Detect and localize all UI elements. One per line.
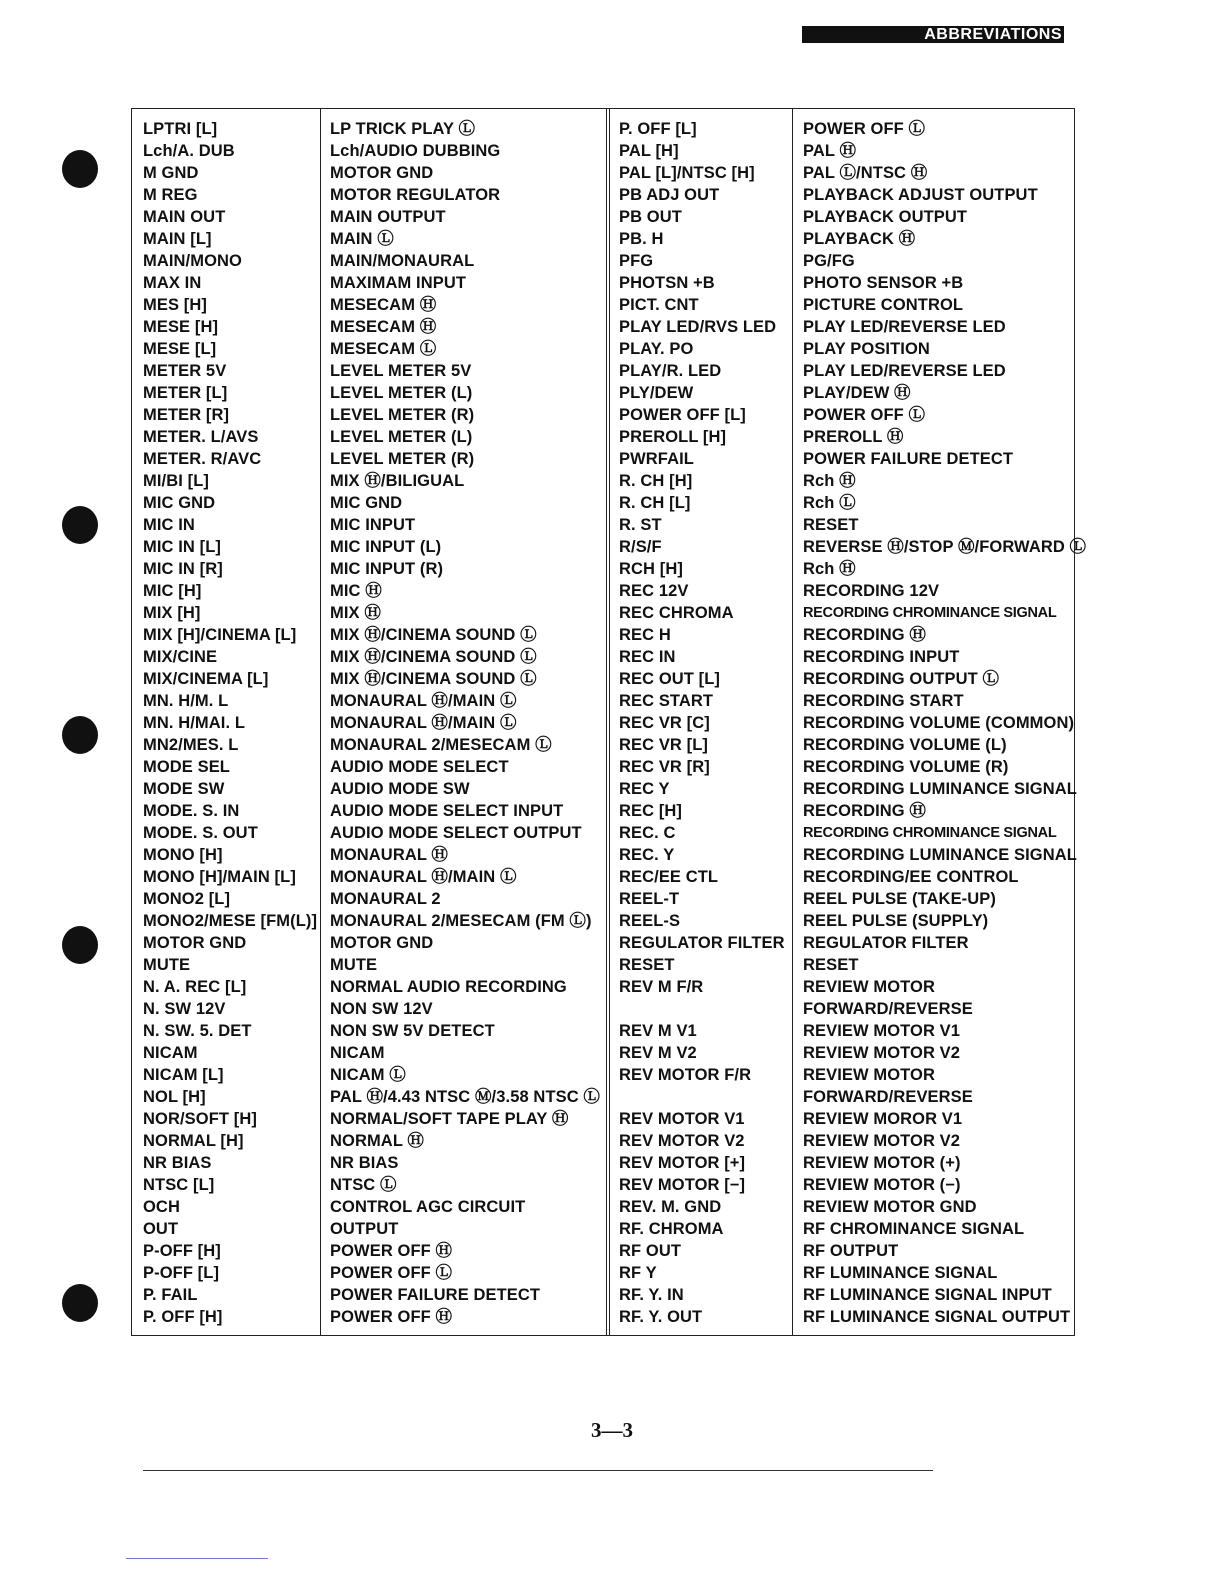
meaning-cell: REVIEW MOTOR [803, 978, 935, 996]
meaning-cell: NR BIAS [330, 1154, 399, 1172]
meaning-cell: POWER OFF Ⓗ [330, 1308, 453, 1326]
abbreviation-cell: PLAY. PO [619, 340, 694, 358]
meaning-cell: Rch Ⓛ [803, 494, 856, 512]
meaning-cell: AUDIO MODE SELECT OUTPUT [330, 824, 582, 842]
meaning-cell: MAIN OUTPUT [330, 208, 446, 226]
meaning-column-left [330, 118, 600, 1328]
meaning-cell: MESECAM Ⓗ [330, 296, 437, 314]
meaning-cell: REVIEW MOTOR GND [803, 1198, 977, 1216]
meaning-cell: RECORDING LUMINANCE SIGNAL [803, 780, 1077, 798]
abbreviation-cell: MIC IN [143, 516, 195, 534]
meaning-cell: LEVEL METER (R) [330, 450, 475, 468]
abbreviation-cell: RF OUT [619, 1242, 682, 1260]
abbreviation-cell: MIX/CINE [143, 648, 218, 666]
abbreviation-cell: PAL [H] [619, 142, 679, 160]
abbreviation-cell: MUTE [143, 956, 191, 974]
meaning-cell: RECORDING VOLUME (COMMON) [803, 714, 1075, 732]
abbreviation-cell: REC START [619, 692, 714, 710]
meaning-cell: MIC Ⓗ [330, 582, 382, 600]
abbreviation-cell: M GND [143, 164, 199, 182]
meaning-cell: RF LUMINANCE SIGNAL [803, 1264, 998, 1282]
meaning-cell: RF CHROMINANCE SIGNAL [803, 1220, 1025, 1238]
abbreviation-cell: MIC IN [L] [143, 538, 221, 556]
section-title: ABBREVIATIONS [924, 26, 1062, 43]
meaning-cell: RF LUMINANCE SIGNAL INPUT [803, 1286, 1052, 1304]
meaning-cell: RECORDING OUTPUT Ⓛ [803, 670, 1000, 688]
meaning-cell: POWER OFF Ⓛ [803, 120, 926, 138]
abbreviation-cell: MODE SW [143, 780, 225, 798]
corner-rule [126, 1558, 268, 1559]
meaning-cell: RECORDING Ⓗ [803, 626, 927, 644]
meaning-cell: MESECAM Ⓛ [330, 340, 437, 358]
meaning-cell: MONAURAL Ⓗ/MAIN Ⓛ [330, 868, 517, 886]
meaning-cell: POWER FAILURE DETECT [330, 1286, 541, 1304]
abbreviation-cell: MAIN OUT [143, 208, 226, 226]
abbreviation-cell: PREROLL [H] [619, 428, 727, 446]
meaning-cell: PLAY LED/REVERSE LED [803, 362, 1006, 380]
meaning-cell: NICAM [330, 1044, 385, 1062]
abbreviation-column-left [143, 118, 317, 1328]
abbreviation-cell: MIX [H]/CINEMA [L] [143, 626, 297, 644]
abbreviation-cell: R. ST [619, 516, 662, 534]
abbreviation-cell: REV M V2 [619, 1044, 697, 1062]
meaning-cell: REVIEW MOTOR [803, 1066, 935, 1084]
abbreviation-cell: PWRFAIL [619, 450, 694, 468]
abbreviation-cell: RF. Y. OUT [619, 1308, 703, 1326]
abbreviation-cell: REV MOTOR F/R [619, 1066, 752, 1084]
meaning-cell: PAL Ⓛ/NTSC Ⓗ [803, 164, 928, 182]
meaning-cell: NTSC Ⓛ [330, 1176, 397, 1194]
abbreviation-cell: MIC IN [R] [143, 560, 223, 578]
meaning-cell: RESET [803, 516, 859, 534]
meaning-cell: MIC INPUT (L) [330, 538, 442, 556]
abbreviation-cell: MAIN/MONO [143, 252, 242, 270]
abbreviation-cell: REC 12V [619, 582, 689, 600]
meaning-cell: MONAURAL 2/MESECAM (FM Ⓛ) [330, 912, 592, 930]
abbreviation-cell: REV MOTOR [−] [619, 1176, 746, 1194]
abbreviation-cell: MESE [H] [143, 318, 219, 336]
meaning-cell: RECORDING START [803, 692, 964, 710]
meaning-cell: POWER OFF Ⓗ [330, 1242, 453, 1260]
meaning-cell: RECORDING LUMINANCE SIGNAL [803, 846, 1077, 864]
abbreviation-cell: REV MOTOR V1 [619, 1110, 745, 1128]
meaning-cell: FORWARD/REVERSE [803, 1000, 973, 1018]
meaning-cell: MONAURAL 2/MESECAM Ⓛ [330, 736, 552, 754]
binder-hole [62, 716, 98, 754]
abbreviation-cell: REC [H] [619, 802, 683, 820]
meaning-cell: PLAYBACK Ⓗ [803, 230, 916, 248]
meaning-cell: RF OUTPUT [803, 1242, 899, 1260]
meaning-cell: MOTOR GND [330, 934, 434, 952]
abbreviation-cell: MIX/CINEMA [L] [143, 670, 269, 688]
abbreviation-cell [619, 1086, 785, 1108]
abbreviation-cell: NR BIAS [143, 1154, 212, 1172]
abbreviation-cell: NOR/SOFT [H] [143, 1110, 257, 1128]
meaning-cell: RF LUMINANCE SIGNAL OUTPUT [803, 1308, 1071, 1326]
meaning-cell: MIX Ⓗ [330, 604, 381, 622]
abbreviation-cell: RF Y [619, 1264, 657, 1282]
abbreviation-cell: OUT [143, 1220, 179, 1238]
meaning-cell: MONAURAL Ⓗ/MAIN Ⓛ [330, 714, 517, 732]
abbreviation-cell: MONO2/MESE [FM(L)] [143, 912, 318, 930]
meaning-cell: MIX Ⓗ/CINEMA SOUND Ⓛ [330, 670, 537, 688]
abbreviation-cell: RF. Y. IN [619, 1286, 684, 1304]
meaning-cell: RECORDING INPUT [803, 648, 960, 666]
meaning-cell: POWER FAILURE DETECT [803, 450, 1014, 468]
meaning-cell: PREROLL Ⓗ [803, 428, 904, 446]
meaning-cell: NON SW 5V DETECT [330, 1022, 495, 1040]
abbreviation-cell: REEL-S [619, 912, 681, 930]
meaning-cell: OUTPUT [330, 1220, 399, 1238]
abbreviation-cell: MESE [L] [143, 340, 217, 358]
meaning-cell: MIX Ⓗ/CINEMA SOUND Ⓛ [330, 626, 537, 644]
meaning-cell: REVIEW MOTOR (−) [803, 1176, 961, 1194]
abbreviation-cell: MES [H] [143, 296, 207, 314]
abbreviation-cell: REGULATOR FILTER [619, 934, 785, 952]
section-header-bar [802, 26, 1064, 43]
abbreviation-cell: PB ADJ OUT [619, 186, 720, 204]
column-divider [792, 109, 793, 1335]
abbreviation-cell: MN. H/M. L [143, 692, 229, 710]
abbreviation-cell: NICAM [143, 1044, 198, 1062]
meaning-cell: PLAY LED/REVERSE LED [803, 318, 1006, 336]
binder-hole [62, 506, 98, 544]
meaning-cell: Rch Ⓗ [803, 560, 856, 578]
meaning-cell: REVIEW MOTOR V1 [803, 1022, 961, 1040]
abbreviation-cell: REV. M. GND [619, 1198, 722, 1216]
meaning-cell: MIC INPUT [330, 516, 416, 534]
abbreviation-cell: METER 5V [143, 362, 227, 380]
meaning-cell: REVIEW MOTOR V2 [803, 1132, 961, 1150]
meaning-cell: RECORDING CHROMINANCE SIGNAL [803, 825, 1057, 841]
abbreviation-cell: MONO2 [L] [143, 890, 231, 908]
meaning-cell: MAIN Ⓛ [330, 230, 394, 248]
meaning-cell: MESECAM Ⓗ [330, 318, 437, 336]
abbreviation-cell: REC VR [L] [619, 736, 708, 754]
meaning-cell: PG/FG [803, 252, 855, 270]
abbreviation-cell: N. SW 12V [143, 1000, 226, 1018]
meaning-cell: MONAURAL Ⓗ [330, 846, 449, 864]
abbreviation-cell: RESET [619, 956, 675, 974]
meaning-cell: MIX Ⓗ/CINEMA SOUND Ⓛ [330, 648, 537, 666]
meaning-cell: MONAURAL 2 [330, 890, 441, 908]
abbreviation-column-right [619, 118, 785, 1328]
meaning-cell: NORMAL Ⓗ [330, 1132, 424, 1150]
meaning-cell: REEL PULSE (TAKE-UP) [803, 890, 996, 908]
binder-hole [62, 926, 98, 964]
meaning-cell: MAXIMAM INPUT [330, 274, 467, 292]
abbreviation-cell: MONO [H] [143, 846, 223, 864]
abbreviation-cell: MONO [H]/MAIN [L] [143, 868, 296, 886]
meaning-cell: PLAY POSITION [803, 340, 930, 358]
abbreviation-cell: PLY/DEW [619, 384, 694, 402]
meaning-cell: Rch Ⓗ [803, 472, 856, 490]
abbreviation-cell: N. A. REC [L] [143, 978, 247, 996]
abbreviation-cell: R/S/F [619, 538, 662, 556]
abbreviation-cell: OCH [143, 1198, 180, 1216]
abbreviation-cell: MAIN [L] [143, 230, 212, 248]
abbreviation-cell: RF. CHROMA [619, 1220, 724, 1238]
abbreviation-cell: REC/EE CTL [619, 868, 719, 886]
meaning-cell: PICTURE CONTROL [803, 296, 964, 314]
meaning-cell: FORWARD/REVERSE [803, 1088, 973, 1106]
meaning-cell: Lch/AUDIO DUBBING [330, 142, 501, 160]
abbreviation-cell: RCH [H] [619, 560, 683, 578]
meaning-cell: PAL Ⓗ [803, 142, 857, 160]
abbreviation-cell: REV M V1 [619, 1022, 697, 1040]
meaning-cell: POWER OFF Ⓛ [330, 1264, 453, 1282]
meaning-cell: REVIEW MOTOR (+) [803, 1154, 961, 1172]
meaning-cell: AUDIO MODE SW [330, 780, 470, 798]
abbreviation-cell: REC VR [R] [619, 758, 710, 776]
meaning-cell: PAL Ⓗ/4.43 NTSC Ⓜ/3.58 NTSC Ⓛ [330, 1088, 601, 1106]
meaning-cell: MOTOR GND [330, 164, 434, 182]
abbreviation-cell [619, 998, 785, 1020]
abbreviation-cell: REV MOTOR [+] [619, 1154, 746, 1172]
abbreviation-cell: REC IN [619, 648, 676, 666]
meaning-cell: NORMAL/SOFT TAPE PLAY Ⓗ [330, 1110, 569, 1128]
meaning-column-right [803, 118, 1086, 1328]
meaning-cell: RECORDING VOLUME (R) [803, 758, 1009, 776]
abbreviation-cell: REC Y [619, 780, 670, 798]
abbreviation-cell: METER. L/AVS [143, 428, 259, 446]
meaning-cell: LP TRICK PLAY Ⓛ [330, 120, 476, 138]
meaning-cell: POWER OFF Ⓛ [803, 406, 926, 424]
meaning-cell: RECORDING Ⓗ [803, 802, 927, 820]
abbreviation-cell: NORMAL [H] [143, 1132, 244, 1150]
meaning-cell: PHOTO SENSOR +B [803, 274, 964, 292]
column-divider-double [606, 109, 610, 1335]
abbreviation-cell: NICAM [L] [143, 1066, 224, 1084]
abbreviation-cell: REC CHROMA [619, 604, 734, 622]
abbreviation-cell: PLAY LED/RVS LED [619, 318, 777, 336]
abbreviation-cell: P-OFF [L] [143, 1264, 220, 1282]
meaning-cell: LEVEL METER (R) [330, 406, 475, 424]
abbreviation-cell: REEL-T [619, 890, 680, 908]
meaning-cell: MIC INPUT (R) [330, 560, 444, 578]
abbreviation-cell: PFG [619, 252, 654, 270]
meaning-cell: REVIEW MOTOR V2 [803, 1044, 961, 1062]
meaning-cell: RECORDING VOLUME (L) [803, 736, 1007, 754]
meaning-cell: PLAYBACK OUTPUT [803, 208, 968, 226]
abbreviation-cell: REC. Y [619, 846, 675, 864]
meaning-cell: MIC GND [330, 494, 403, 512]
abbreviation-cell: PB. H [619, 230, 664, 248]
meaning-cell: CONTROL AGC CIRCUIT [330, 1198, 526, 1216]
meaning-cell: PLAY/DEW Ⓗ [803, 384, 911, 402]
abbreviation-cell: MODE SEL [143, 758, 230, 776]
meaning-cell: REGULATOR FILTER [803, 934, 969, 952]
meaning-cell: MOTOR REGULATOR [330, 186, 501, 204]
abbreviation-cell: MIX [H] [143, 604, 201, 622]
meaning-cell: NON SW 12V [330, 1000, 433, 1018]
abbreviation-cell: M REG [143, 186, 198, 204]
abbreviation-cell: PHOTSN +B [619, 274, 715, 292]
abbreviation-cell: MN. H/MAI. L [143, 714, 246, 732]
abbreviation-cell: MIC [H] [143, 582, 202, 600]
meaning-cell: AUDIO MODE SELECT INPUT [330, 802, 564, 820]
abbreviation-cell: R. CH [H] [619, 472, 693, 490]
meaning-cell: MAIN/MONAURAL [330, 252, 475, 270]
abbreviation-cell: NOL [H] [143, 1088, 206, 1106]
meaning-cell: MUTE [330, 956, 378, 974]
abbreviation-cell: P. OFF [H] [143, 1308, 223, 1326]
meaning-cell: LEVEL METER (L) [330, 428, 473, 446]
meaning-cell: MIX Ⓗ/BILIGUAL [330, 472, 465, 490]
abbreviation-cell: MN2/MES. L [143, 736, 239, 754]
abbreviation-cell: P. FAIL [143, 1286, 198, 1304]
abbreviation-cell: METER [L] [143, 384, 228, 402]
meaning-cell: AUDIO MODE SELECT [330, 758, 509, 776]
abbreviation-cell: NTSC [L] [143, 1176, 215, 1194]
meaning-cell: REVIEW MOROR V1 [803, 1110, 963, 1128]
abbreviation-cell: REV MOTOR V2 [619, 1132, 745, 1150]
meaning-cell: RESET [803, 956, 859, 974]
abbreviation-cell: P. OFF [L] [619, 120, 697, 138]
abbreviation-cell: LPTRI [L] [143, 120, 218, 138]
abbreviation-cell: PAL [L]/NTSC [H] [619, 164, 755, 182]
abbreviation-cell: Lch/A. DUB [143, 142, 235, 160]
abbreviation-cell: REC OUT [L] [619, 670, 721, 688]
footer-rule [143, 1470, 933, 1471]
binder-hole [62, 1284, 98, 1322]
meaning-cell: LEVEL METER (L) [330, 384, 473, 402]
abbreviation-cell: PB OUT [619, 208, 682, 226]
abbreviation-cell: POWER OFF [L] [619, 406, 746, 424]
abbreviation-cell: REC. C [619, 824, 676, 842]
meaning-cell: RECORDING CHROMINANCE SIGNAL [803, 605, 1057, 621]
abbreviation-cell: PICT. CNT [619, 296, 699, 314]
abbreviation-cell: MI/BI [L] [143, 472, 209, 490]
meaning-cell: RECORDING 12V [803, 582, 940, 600]
meaning-cell: LEVEL METER 5V [330, 362, 472, 380]
meaning-cell: NICAM Ⓛ [330, 1066, 406, 1084]
abbreviation-cell: METER. R/AVC [143, 450, 262, 468]
meaning-cell: RECORDING/EE CONTROL [803, 868, 1019, 886]
column-divider [320, 109, 321, 1335]
abbreviation-cell: PLAY/R. LED [619, 362, 722, 380]
abbreviation-cell: REV M F/R [619, 978, 704, 996]
meaning-cell: PLAYBACK ADJUST OUTPUT [803, 186, 1038, 204]
abbreviation-cell: MODE. S. IN [143, 802, 240, 820]
abbreviation-cell: REC VR [C] [619, 714, 710, 732]
abbreviation-cell: MIC GND [143, 494, 216, 512]
abbreviation-cell: METER [R] [143, 406, 230, 424]
abbreviation-cell: R. CH [L] [619, 494, 691, 512]
abbreviation-cell: MOTOR GND [143, 934, 247, 952]
meaning-cell: NORMAL AUDIO RECORDING [330, 978, 567, 996]
abbreviation-cell: P-OFF [H] [143, 1242, 221, 1260]
abbreviation-cell: REC H [619, 626, 671, 644]
abbreviation-cell: MAX IN [143, 274, 202, 292]
page-number: 3—3 [591, 1418, 633, 1442]
binder-hole [62, 150, 98, 188]
meaning-cell: MONAURAL Ⓗ/MAIN Ⓛ [330, 692, 517, 710]
meaning-cell: REEL PULSE (SUPPLY) [803, 912, 989, 930]
abbreviation-cell: MODE. S. OUT [143, 824, 258, 842]
meaning-cell: REVERSE Ⓗ/STOP Ⓜ/FORWARD Ⓛ [803, 538, 1087, 556]
abbreviation-cell: N. SW. 5. DET [143, 1022, 252, 1040]
